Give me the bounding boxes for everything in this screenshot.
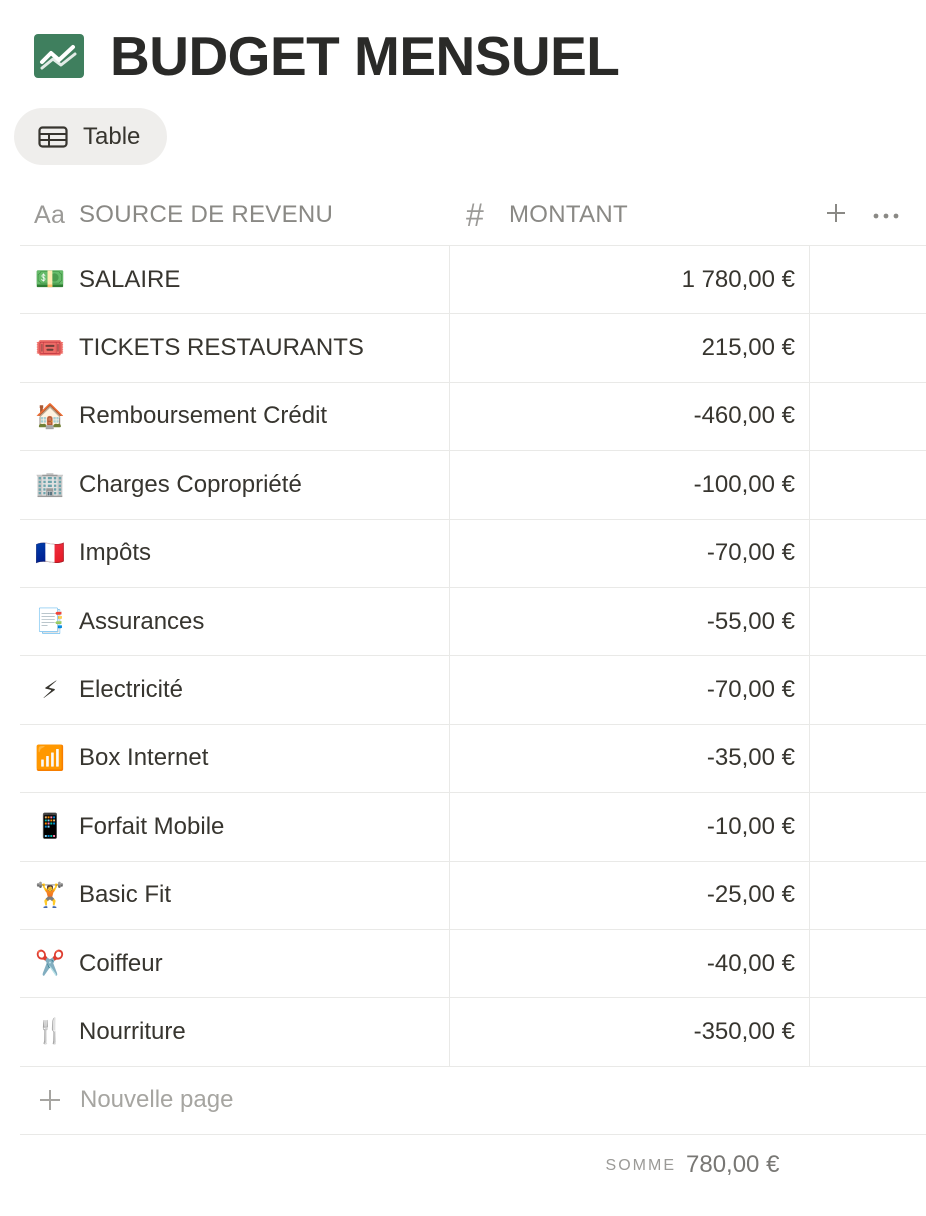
amount-cell[interactable]: -70,00 € bbox=[450, 520, 810, 587]
source-cell[interactable] bbox=[20, 998, 450, 1065]
source-name: Charges Copropriété bbox=[79, 470, 302, 498]
tab-label: Table bbox=[83, 122, 141, 150]
row-emoji-icon: 🏠 bbox=[35, 402, 65, 430]
table-row[interactable] bbox=[20, 383, 926, 451]
database-table bbox=[20, 184, 926, 1199]
table-row[interactable] bbox=[20, 520, 926, 588]
amount-cell[interactable]: -100,00 € bbox=[450, 451, 810, 518]
sum-value[interactable]: 780,00 € bbox=[686, 1150, 780, 1178]
table-row[interactable] bbox=[20, 862, 926, 930]
table-body bbox=[20, 246, 926, 1067]
row-emoji-icon: 📑 bbox=[35, 608, 65, 636]
source-name: Remboursement Crédit bbox=[79, 402, 328, 430]
source-cell[interactable] bbox=[20, 725, 450, 792]
row-emoji-icon: 🏋️ bbox=[35, 881, 65, 909]
amount-cell[interactable]: -25,00 € bbox=[450, 862, 810, 929]
source-cell[interactable] bbox=[20, 793, 450, 860]
source-name: Forfait Mobile bbox=[79, 812, 225, 840]
amount-cell[interactable]: -350,00 € bbox=[450, 998, 810, 1065]
source-cell[interactable] bbox=[20, 383, 450, 450]
row-emoji-icon: 📱 bbox=[35, 813, 65, 841]
source-name: Coiffeur bbox=[79, 949, 163, 977]
source-cell[interactable] bbox=[20, 246, 450, 313]
amount-cell[interactable]: -55,00 € bbox=[450, 588, 810, 655]
row-emoji-icon: 🍴 bbox=[35, 1018, 65, 1046]
table-row[interactable] bbox=[20, 930, 926, 998]
more-horizontal-icon bbox=[873, 206, 899, 224]
source-name: Impôts bbox=[79, 539, 152, 567]
column-header-source[interactable] bbox=[34, 184, 333, 246]
source-name: Basic Fit bbox=[79, 881, 172, 909]
more-options-button[interactable] bbox=[870, 196, 902, 234]
sum-label[interactable]: SOMME bbox=[605, 1156, 676, 1174]
source-name: Assurances bbox=[79, 607, 205, 635]
table-row[interactable] bbox=[20, 793, 926, 861]
table-row[interactable] bbox=[20, 451, 926, 519]
row-emoji-icon: ⚡ bbox=[41, 676, 59, 704]
row-emoji-icon: 🇫🇷 bbox=[35, 539, 65, 567]
amount-cell[interactable]: -40,00 € bbox=[450, 930, 810, 997]
plus-icon bbox=[825, 202, 847, 229]
text-property-icon: Aa bbox=[34, 200, 66, 229]
source-cell[interactable] bbox=[20, 656, 450, 723]
source-cell[interactable] bbox=[20, 862, 450, 929]
table-row[interactable] bbox=[20, 656, 926, 724]
number-property-icon: # bbox=[466, 196, 485, 233]
source-cell[interactable] bbox=[20, 451, 450, 518]
source-cell[interactable] bbox=[20, 930, 450, 997]
source-cell[interactable] bbox=[20, 588, 450, 655]
table-icon bbox=[38, 126, 68, 148]
row-emoji-icon: 💵 bbox=[35, 266, 65, 294]
amount-cell[interactable]: 1 780,00 € bbox=[450, 246, 810, 313]
source-name: SALAIRE bbox=[79, 265, 181, 293]
new-page-button[interactable] bbox=[20, 1067, 926, 1135]
table-row[interactable] bbox=[20, 314, 926, 382]
table-row[interactable] bbox=[20, 588, 926, 656]
source-name: TICKETS RESTAURANTS bbox=[79, 334, 364, 362]
column-header-label: SOURCE DE REVENU bbox=[79, 201, 334, 228]
amount-cell[interactable]: -70,00 € bbox=[450, 656, 810, 723]
source-name: Nourriture bbox=[79, 1017, 186, 1045]
row-emoji-icon: 🎟️ bbox=[35, 334, 65, 362]
amount-cell[interactable]: 215,00 € bbox=[450, 314, 810, 381]
amount-cell[interactable]: -10,00 € bbox=[450, 793, 810, 860]
source-cell[interactable] bbox=[20, 520, 450, 587]
source-cell[interactable] bbox=[20, 314, 450, 381]
source-name: Electricité bbox=[79, 676, 184, 704]
row-emoji-icon: 🏢 bbox=[35, 471, 65, 499]
table-header bbox=[20, 184, 926, 246]
row-emoji-icon: 📶 bbox=[35, 744, 65, 772]
table-row[interactable] bbox=[20, 725, 926, 793]
add-property-button[interactable] bbox=[820, 196, 852, 234]
source-name: Box Internet bbox=[79, 744, 209, 772]
page-title[interactable]: BUDGET MENSUEL bbox=[110, 25, 620, 87]
amount-cell[interactable]: -35,00 € bbox=[450, 725, 810, 792]
table-row[interactable] bbox=[20, 246, 926, 314]
amount-cell[interactable]: -460,00 € bbox=[450, 383, 810, 450]
new-page-label: Nouvelle page bbox=[80, 1086, 234, 1114]
tab-table-view[interactable] bbox=[14, 108, 167, 165]
plus-icon bbox=[38, 1088, 62, 1112]
row-emoji-icon: ✂️ bbox=[35, 950, 65, 978]
column-header-amount[interactable] bbox=[466, 184, 628, 246]
column-header-label: MONTANT bbox=[509, 201, 628, 228]
chart-trending-up-icon[interactable] bbox=[34, 34, 84, 78]
calculation-row bbox=[20, 1135, 926, 1199]
page-header bbox=[34, 22, 619, 90]
table-row[interactable] bbox=[20, 998, 926, 1066]
